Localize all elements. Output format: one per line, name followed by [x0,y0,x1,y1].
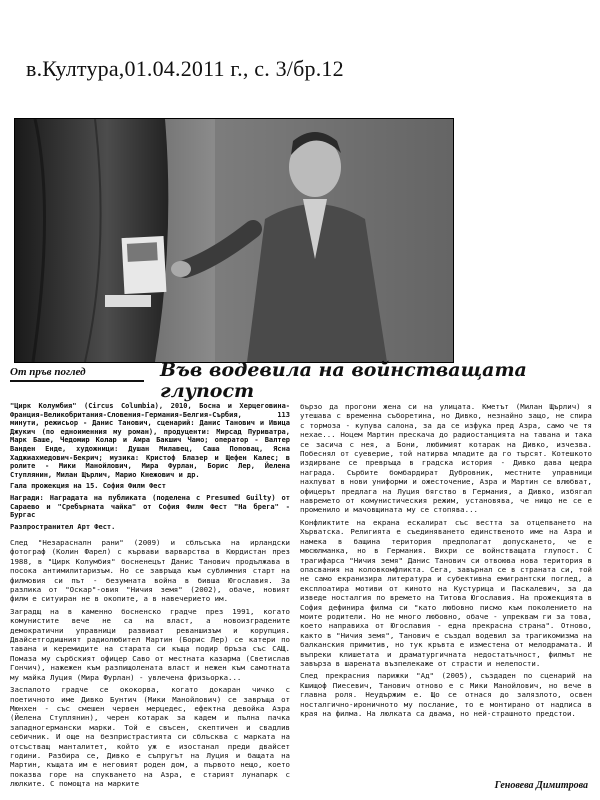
credits-paragraph: Гала прожекция на 15. София Филм Фест [10,482,166,491]
credits-paragraph: Награди: Наградата на публиката (поделена с Presumed Guilty) от Сараево и "Сребърната чайка" от София Филм Фест "На брега" - Бургас [10,493,290,520]
source-line: в.Култура,01.04.2011 г., с. 3/бр.12 [26,56,344,81]
film-credits [10,402,290,534]
article-body-right [300,402,592,721]
body-paragraph: Заспалото градче се ококорва, когато докаран чичко с поетичното име Дивко Бунтич (Мики Манойлович) се завръща от Мюнхен - със смешен червен мерцедес, ефектна девойка Азра (Йелена Ступлянин), черен котарак за кадем и пълна пачка западногермански марки. Той е свъсен, скептичен и свадлив себичник. И още на безпристрастията си сблъсква с марката на отсъстващ манталитет, който уж е изостанал преди двайсет години. Разбира се, Дивко е съпругът на Луция и бащата на Мартин, къщата им е неговият роден дом, а първото нещо, което показва горе на спукването на Азра, е старият лунапарк с люлките. С помощта на марките [10,685,290,789]
body-paragraph: След "Незарасналн рани" (2009) и сблъсъка на ирландски фотограф (Колин Фарел) с кървави варварства в Кюрдистан през 1988, в "Цирк Колумбия" босненецът Данис Танович продължава в посока антимилитаризъм. Но се завръща към сублимния старт на филмовия си път - безумната война в бивша Югославия. За разлика от "Оскар"-овия "Ничия земя" (2002), обаче, новият филм е ситуиран не в окопите, а в навечерието им. [10,538,290,604]
body-paragraph: Заградщ на в каменно босненско градче през 1991, когато комунистите вече не са на власт, а новоизградените демократични управници развиват реваншизъм и корупция. Двайсетгодишният радиолюбител Мартин (Борис Лер) се катери по тавана и керемидите на старата си къща подир бръза със САЩ. Помаза му сърбският офицер Саво от местната казарма (Светислав Гончич), нажежен към разпищолената власт и нежен към самотната му майка Луция (Мира Фурлан) - увлечена фризьорка... [10,606,290,682]
credits-paragraph: Разпространител Арт Фест. [10,522,116,531]
photo-illustration [15,119,453,362]
credits-paragraph: "Цирк Колумбия" (Circus Columbia), 2010, Босна и Херцеговина-Франция-Великобритания-Словения-Германия-Белгия-Сърбия, 113 минути, режисьор - Данис Танович, сценарий: Данис Танович и Ивица Джукич (по едноименния му роман), продуценти: Мирсад Пуриватра, Марк Баше, Чедомир Колар и Амра Бакшич Чамо; оператор - Валтер Ванден Енде, художници: Душан Милавец, Саша Поповац, Ясна Хаджиахмедович-Бекрич; музика: Кристоф Блазер и Щефен Калес; в ролите - Мики Манойлович, Мира Фурлан, Борис Лер, Йелена Ступлянин, Милан Щърлич, Марио Кнежович и др. [10,402,290,479]
body-paragraph: След прекрасния парижки "Ад" (2005), създаден по сценарий на Кшищоф Пиесевич, Танович отново е с Мики Манойлович, но вече в главна роля. Неудържим е. Що се отнася до залязлото, освен носталгично-ироничното му послание, то е монтирано от надписа в края на филма. На люлката са двама, но ней-страшното предстои. [300,671,592,718]
article-author: Геновева Димитрова [494,780,588,791]
article-headline: Във водевила на войнстващата глупост [160,359,527,402]
article-body-left [10,538,290,792]
body-paragraph: бързо да прогони жена си на улицата. Кметът (Милан Щърлич) я утешава с временна съборетина, но Дивко, незнайно защо, не спира с тормоза - купува салона, за да се изфука пред Азра, само че тя нехае... Ноцем Мартин прескача до радиостанцията на тавана и така се засича с нея, а Бони, любимият котарак на Дивко, изчезва. Побеснял от суеверие, той натирва младите да го търсят. Котешкото издирване се превръща в градска история - Дивко дава щедра награда. Сърбите бомбардират Дубровник, местните управници нахлуват в нови униформи и ожесточение, Азра и Мартин се влюбват, офицерът предлага на Луция бягство в Германия, а Дивко, избягал навремето от комунистическия режим, установява, че нищо не се е променило и мачовщината му се стопява... [300,402,592,515]
body-paragraph: Конфликтите на екрана ескалират със вестта за отцепването на Хърватска. Религията е съединяването единственото име на Азра и намека в бащина територия предполагат допускането, че е мюсюлманка, но в Германия. Вихри се войнстващата глупост. С трагифарса "Ничия земя" Данис Танович си отвоюва нова територия в опасвания на коловкомфликта. Сега, завърнал се в страната си, той не само екранизира литература и субективна емигрантски поглед, а експлоатира мотиви от киното на Кустурица и Паскалевич, за да изведе носталгия по времето на Титова Югославия. На прожекцията в София дефинира филма си "като любовно писмо към поколението на моите родители. Но не много любовно, обаче - упреквам ги за това, което направиха от Югославия - една прекрасна страна". Отново, както в "Ничия земя", Танович е създал водевил за трагикомизма на балканския примитив, но тук кръвта е изместена от мелодрамата. И въпреки клишетата и драматургичната недостатъчност, филмът не завърза в шарената възпелекаже от страсти и нелепости. [300,517,592,668]
article-photo [14,118,454,363]
rubric-label: От пръв поглед [10,366,86,378]
rubric-underline [10,380,144,382]
